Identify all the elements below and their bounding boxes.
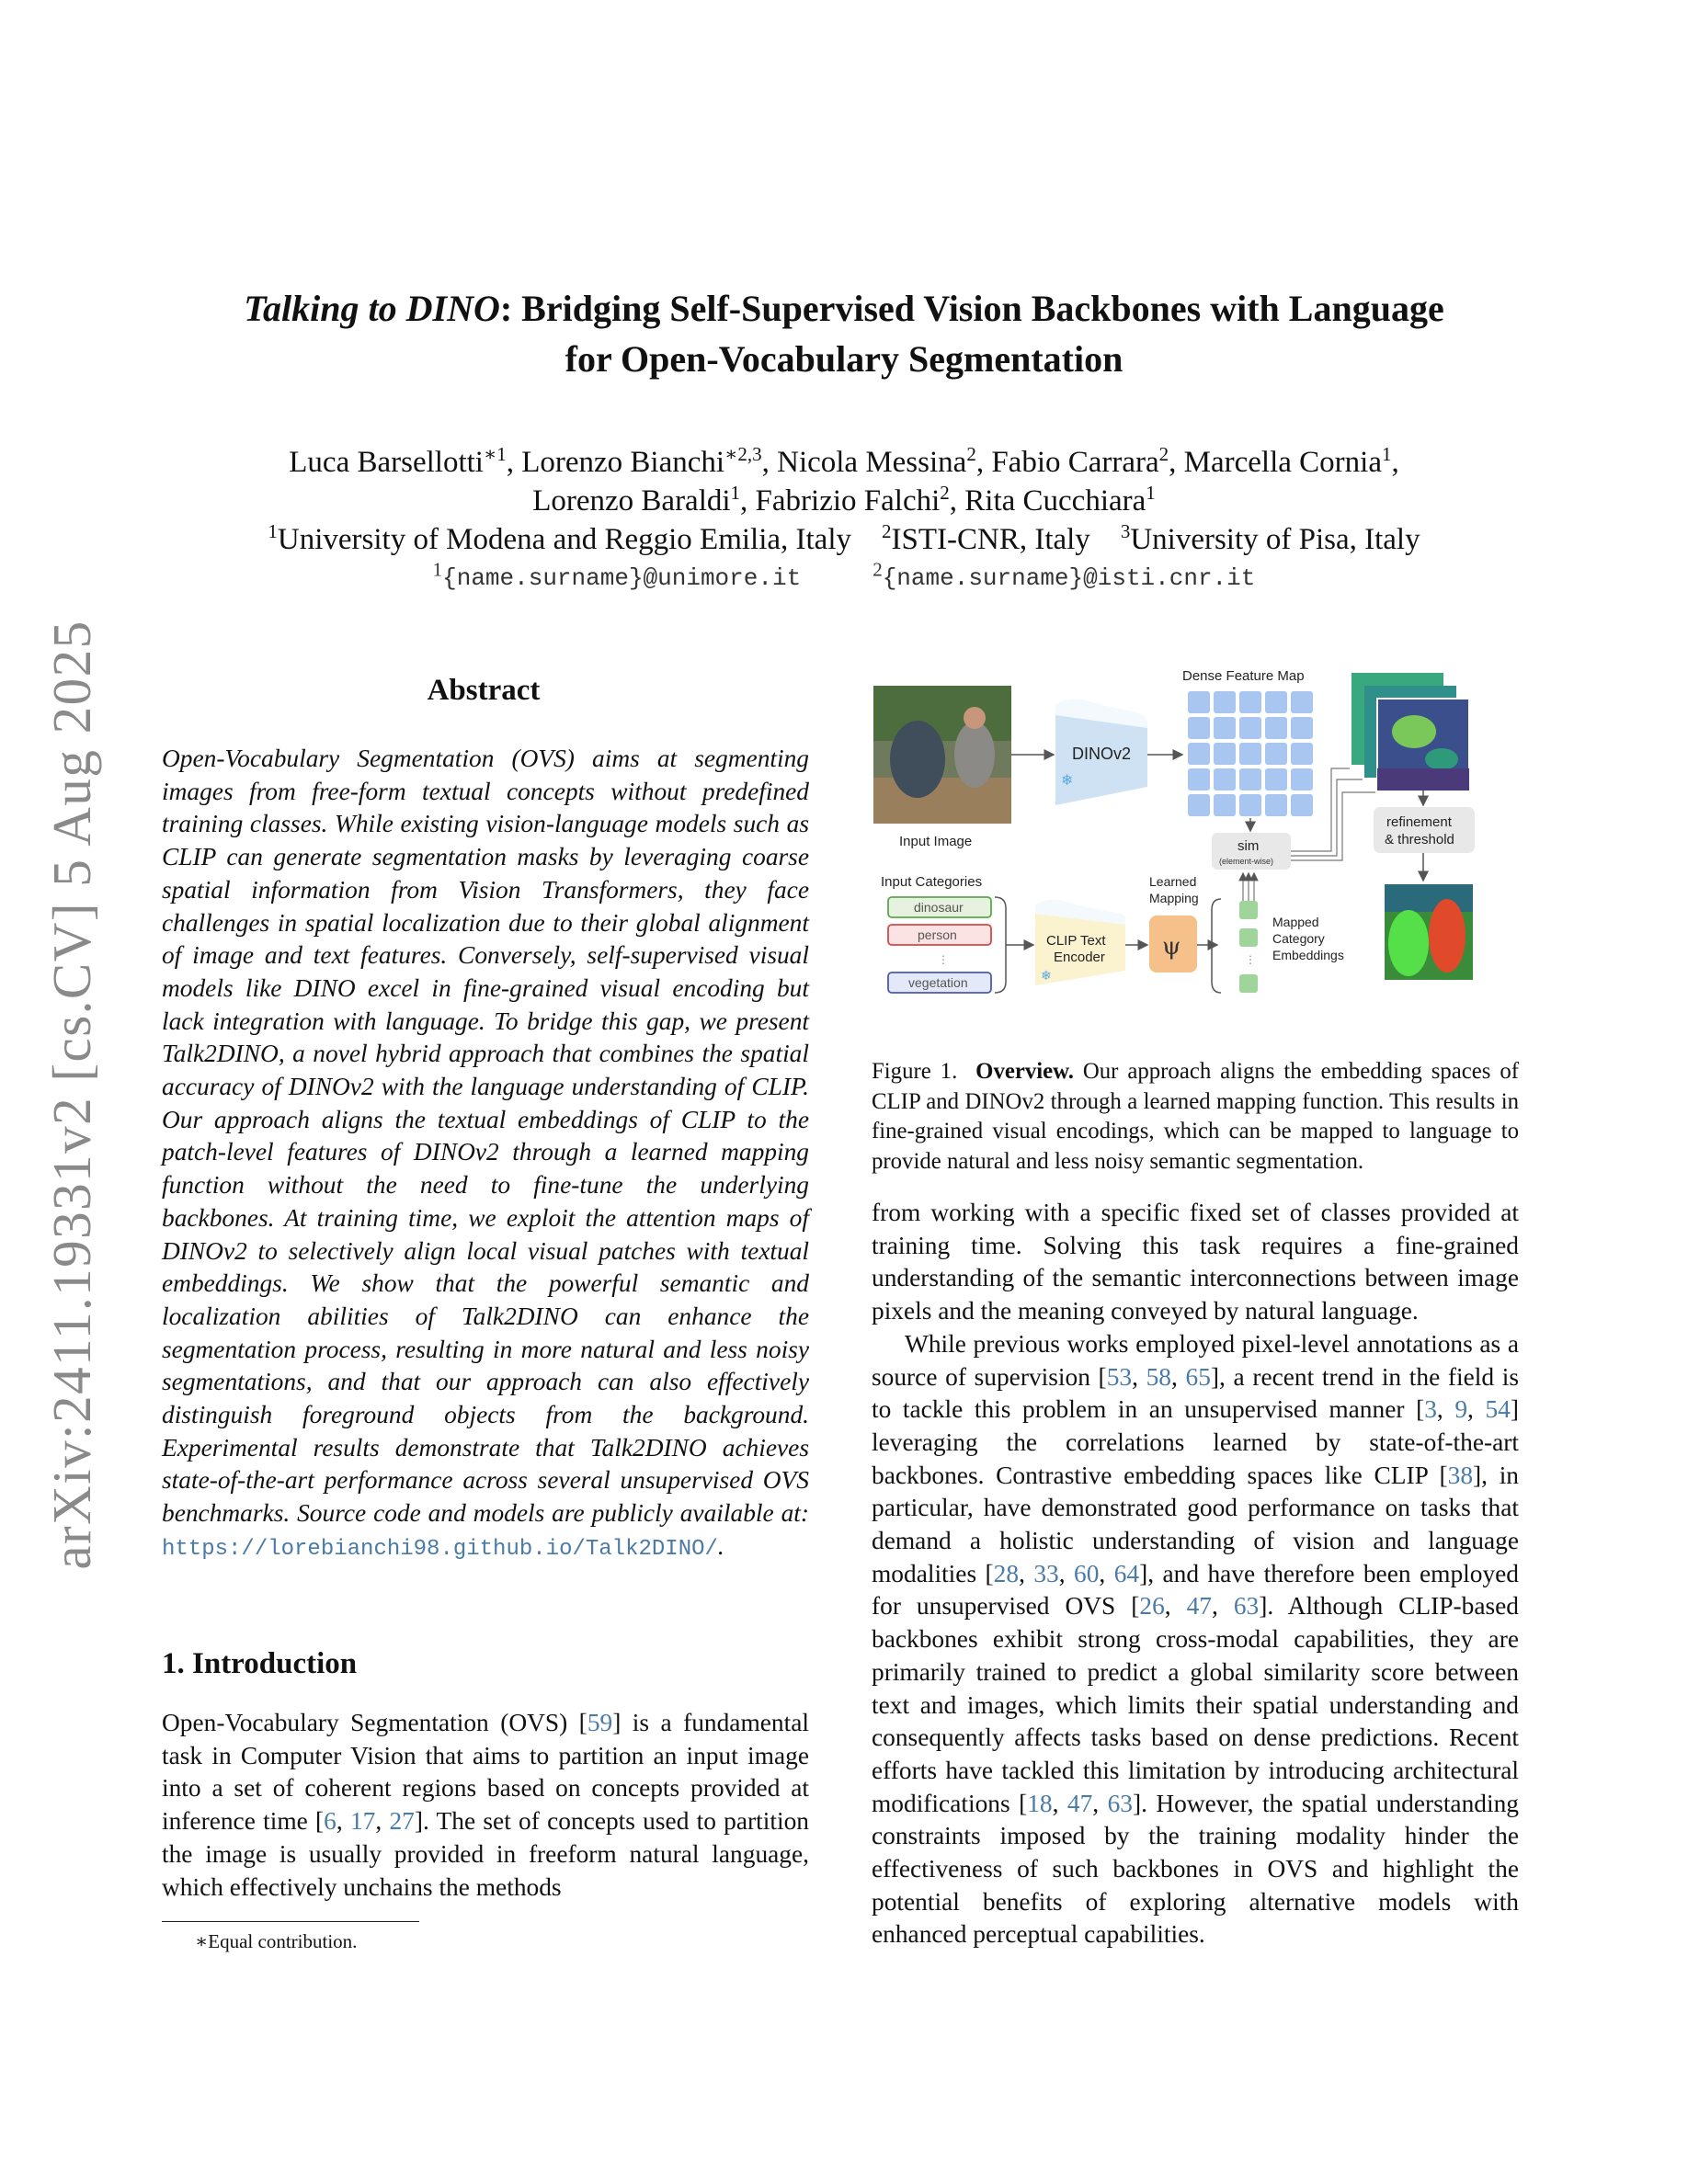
author-line-2: Lorenzo Baraldi$^1$, Fabrizio Falchi$^2$, Rita Cucchiara$^1$ [532,482,1156,518]
section-heading-introduction: 1. Introduction [162,1647,358,1680]
author-name: Fabio Carrara [991,446,1159,479]
paper-title [138,283,1550,384]
author-name: Lorenzo Bianchi [521,446,725,479]
author-line-1: Luca Barsellotti$^{∗1}$, Lorenzo Bianchi$^{∗2,3}$, Nicola Messina$^2$, Fabio Carrara$^2$, Marcella Cornia$^1$, [289,443,1399,479]
similarity-maps [1352,673,1469,791]
dinov2-label: DINOv2 [1072,745,1132,763]
citation-link[interactable]: 38 [1447,1461,1474,1489]
citation-link[interactable]: 26 [1139,1592,1165,1621]
affiliations: $^1$University of Modena and Reggio Emilia, Italy $^2$ISTI-CNR, Italy $^3$University of Pisa, Italy [268,520,1420,556]
author-sup: 2 [940,482,950,504]
figure-caption [872,1057,1519,1177]
overview-figure [872,667,1515,1035]
author-name: Rita Cucchiara [964,484,1146,518]
email: {name.surname}@unimore.it [442,564,802,592]
arxiv-side-stamp: arXiv:2411.19331v2 [cs.CV] 5 Aug 2025 [41,620,102,1570]
clip-label-1: CLIP Text [1046,933,1106,949]
input-categories-label: Input Categories [881,874,983,890]
abstract-text: Open-Vocabulary Segmentation (OVS) aims at segmenting images from free-form textual concepts without predefined training classes. While existing vision-language models such as CLIP can generate segmentation masks by leveraging coarse spatial information from Vision Transformers, they face challenges in spatial localization due to their global alignment of image and text features. Conversely, self-supervised visual models like DINO excel in fine-grained visual encoding but lack integration with language. To bridge this gap, we present Talk2DINO, a novel hybrid approach that combines the spatial accuracy of DINOv2 with the language understanding of CLIP. Our approach aligns the textual embeddings of CLIP to the patch-level features of DINOv2 through a learned mapping function without the need to fine-tune the underlying backbones. At training time, we exploit the attention maps of DINOv2 to selectively align local visual patches with textual embeddings. We show that the powerful semantic and localization abilities of Talk2DINO can enhance the segmentation process, resulting in more natural and less noisy segmentations, and that our approach can also effectively distinguish foreground objects from the background. Experimental results demonstrate that Talk2DINO achieves state-of-the-art performance across several unsupervised OVS benchmarks. Source code and models are publicly available at: [162,745,809,1528]
mapped-label-3: Embeddings [1272,948,1344,962]
citation-link[interactable]: 3 [1424,1395,1437,1424]
author-sup: ∗1 [483,443,507,465]
emails: $^1${name.surname}@unimore.it $^2${name.surname}@isti.cnr.it [432,558,1256,592]
project-link[interactable]: https://lorebianchi98.github.io/Talk2DINO/ [162,1536,718,1562]
input-image-photo [873,686,1011,824]
mapped-embedding [1239,974,1258,993]
mapped-label-1: Mapped [1272,915,1319,929]
author-name: Fabrizio Falchi [755,484,941,518]
citation-link[interactable]: 9 [1454,1395,1468,1424]
sim-label: sim [1237,838,1260,854]
author-sup: 2 [1158,443,1169,465]
refinement-label: refinement [1386,814,1452,830]
email: {name.surname}@isti.cnr.it [882,564,1256,592]
author-block [138,443,1550,597]
learned-mapping-label-2: Mapping [1149,891,1199,905]
citation-link[interactable]: 59 [587,1709,613,1736]
author-sup: ∗2,3 [724,443,762,465]
dense-feature-grid [1188,691,1313,816]
citation-link[interactable]: 28 [993,1559,1020,1587]
category-text: person [918,927,957,942]
citation-link[interactable]: 18 [1027,1789,1053,1817]
citation-link[interactable]: 58 [1146,1362,1171,1391]
psi-symbol: ψ [1162,933,1181,961]
affiliation: University of Pisa, Italy [1130,523,1420,556]
title-line2: for Open-Vocabulary Segmentation [565,338,1123,380]
author-name: Luca Barsellotti [289,446,484,479]
paragraph: from working with a specific fixed set of classes provided at training time. Solving this task requires a fine-grained understanding of the semantic interconnections between image pixels and the meaning conveyed by natural language. [872,1199,1519,1325]
learned-mapping-label-1: Learned [1149,874,1197,889]
affiliation: University of Modena and Reggio Emilia, Italy [277,523,851,556]
citation-link[interactable]: 47 [1066,1789,1093,1817]
category-text: dinosaur [914,900,964,915]
citation-link[interactable]: 27 [389,1807,415,1836]
author-name: Lorenzo Baraldi [532,484,731,518]
frozen-snowflake-icon: ❄ [1061,773,1074,789]
mapped-embedding [1239,901,1258,919]
citation-link[interactable]: 47 [1186,1592,1212,1621]
author-sup: 1 [1146,482,1156,504]
sim-sublabel: (element-wise) [1219,857,1274,866]
citation-link[interactable]: 65 [1185,1362,1211,1391]
footnote-rule [162,1921,419,1922]
citation-link[interactable]: 54 [1485,1395,1511,1424]
title-italic: Talking to DINO [244,288,500,329]
citation-link[interactable]: 64 [1113,1559,1140,1587]
author-name: Marcella Cornia [1183,446,1382,479]
frozen-snowflake-icon: ❄ [1041,968,1052,983]
abstract-heading: Abstract [427,674,541,707]
caption-bold: Overview. [975,1059,1074,1084]
caption-text: Our approach aligns the embedding spaces of CLIP and DINOv2 through a learned mapping function. This results in fine-grained visual encodings, which can be mapped to language to provide natural and less noisy semantic segmentation. [872,1059,1520,1174]
affiliation: ISTI-CNR, Italy [891,523,1090,556]
output-segmentation [1385,884,1473,980]
dense-feature-map-label: Dense Feature Map [1182,668,1305,684]
author-sup: 1 [1381,443,1392,465]
intro-paragraph: Open-Vocabulary Segmentation (OVS) [59] is a fundamental task in Computer Vision that aims to partition an input image into a set of coherent regions based on concepts provided at inference time [6, 17, 27]. The set of concepts used to partition the image is usually provided in freeform natural language, which effectively unchains the methods [162,1709,809,1901]
paragraph: While previous works employed pixel-level annotations as a source of supervision [53, 58, 65], a recent trend in the field is to tackle this problem in an unsupervised manner [3, 9, 54] leveraging the correlations learned by state-of-the-art backbones. Contrastive embedding spaces like CLIP [38], in particular, have demonstrated good performance on tasks that demand a holistic understanding of vision and language modalities [28, 33, 60, 64], and have therefore been employed for unsupervised OVS [26, 47, 63]. Although CLIP-based backbones exhibit strong cross-modal capabilities, they are primarily trained to predict a global similarity score between text and images, which limits their spatial understanding and consequently affects tasks based on dense predictions. Recent efforts have tackled this limitation by introducing architectural modifications [18, 47, 63]. However, the spatial understanding constraints imposed by the training modality hinder the effectiveness of such backbones in OVS and highlight the potential benefits of exploring alternative models with enhanced perceptual capabilities. [872,1329,1520,1949]
citation-link[interactable]: 63 [1233,1592,1260,1621]
citation-link[interactable]: 17 [349,1807,376,1836]
footnote: ∗Equal contribution. [195,1930,358,1952]
citation-link[interactable]: 53 [1106,1362,1133,1391]
citation-link[interactable]: 63 [1107,1789,1133,1817]
input-image-label: Input Image [899,834,973,849]
citation-link[interactable]: 6 [324,1807,336,1836]
svg-text:⋮: ⋮ [1245,953,1256,966]
title-line1: : Bridging Self-Supervised Vision Backbones with Language [499,288,1444,329]
citation-link[interactable]: 60 [1074,1559,1100,1587]
caption-label: Figure 1. [872,1059,958,1084]
category-text: vegetation [908,975,968,990]
svg-text:⋮: ⋮ [938,953,949,966]
citation-link[interactable]: 33 [1033,1559,1059,1587]
author-sup: 2 [966,443,976,465]
threshold-label: & threshold [1385,832,1454,847]
author-sup: 1 [730,482,741,504]
author-name: Nicola Messina [777,446,967,479]
clip-label-2: Encoder [1054,950,1105,965]
abstract-body: Open-Vocabulary Segmentation (OVS) aims at segmenting images from free-form textual concepts without predefined training classes. While existing vision-language models such as CLIP can generate segmentation masks by leveraging coarse spatial information from Vision Transformers, they face challenges in spatial localization due to their global alignment of image and text features. Conversely, self-supervised visual models like DINO excel in fine-grained visual encoding but lack integration with language. To bridge this gap, we present Talk2DINO, a novel hybrid approach that combines the spatial accuracy of DINOv2 with the language understanding of CLIP. Our approach aligns the textual embeddings of CLIP to the patch-level features of DINOv2 through a learned mapping function without the need to fine-tune the underlying backbones. At training time, we exploit the attention maps of DINOv2 to selectively align local visual patches with textual embeddings. We show that the powerful semantic and localization abilities of Talk2DINO can enhance the segmentation process, resulting in more natural and less noisy segmentations, and that our approach can also effectively distinguish foreground objects from the background. Experimental results demonstrate that Talk2DINO achieves state-of-the-art performance across several unsupervised OVS benchmarks. Source code and models are publicly available at: https://lorebianchi98.github.io/Talk2DINO/. [162,745,809,1562]
right-column-text [872,1197,1519,1951]
mapped-label-2: Category [1272,931,1325,946]
mapped-embedding [1239,928,1258,947]
